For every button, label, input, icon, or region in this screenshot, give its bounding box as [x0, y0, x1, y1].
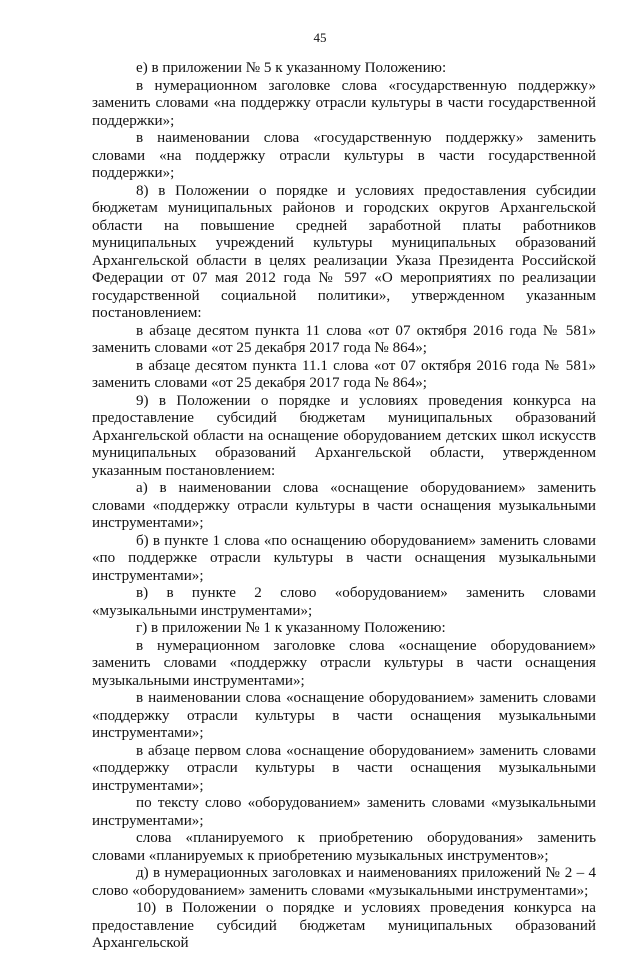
- paragraph-subitem-d: д) в нумерационных заголовках и наименованиях приложений № 2 – 4 слово «оборудованием» заменить словами «музыкальными инструментами»;: [92, 865, 596, 899]
- paragraph-subitem-v: в) в пункте 2 слово «оборудованием» заменить словами «музыкальными инструментами»;: [92, 585, 596, 619]
- paragraph-g-title: в наименовании слова «оснащение оборудованием» заменить словами «поддержку отрасли культуры в части оснащения музыкальными инструментами»;: [92, 690, 596, 741]
- paragraph-title-change: в наименовании слова «государственную поддержку» заменить словами «на поддержку отрасли культуры в части государственной поддержки»;: [92, 130, 596, 181]
- paragraph-g-numbering-heading: в нумерационном заголовке слова «оснащение оборудованием» заменить словами «поддержку отрасли культуры в части оснащения музыкальными инструментами»;: [92, 637, 596, 689]
- document-body: [92, 60, 596, 953]
- paragraph-item-9: 9) в Положении о порядке и условиях проведения конкурса на предоставление субсидий бюджетам муниципальных образований Архангельской области на оснащение оборудованием детских школ искусств муниципальных образований Архангельской области, утвержденном указанным постановлением:: [92, 392, 596, 479]
- paragraph-subitem-g: г) в приложении № 1 к указанному Положению:: [136, 620, 446, 636]
- paragraph-point-11: в абзаце десятом пункта 11 слова «от 07 октября 2016 года № 581» заменить словами «от 25 декабря 2017 года № 864»;: [92, 322, 596, 356]
- paragraph-item-10: 10) в Положении о порядке и условиях проведения конкурса на предоставление субсидий бюджетам муниципальных образований Архангельской: [92, 900, 596, 951]
- paragraph-g-planned-purchase: слова «планируемого к приобретению оборудования» заменить словами «планируемых к приобретению музыкальных инструментов»;: [92, 830, 596, 864]
- page-number: 45: [313, 30, 327, 45]
- paragraph-subitem-b: б) в пункте 1 слова «по оснащению оборудованием» заменить словами «по поддержке отрасли культуры в части оснащения музыкальными инструментами»;: [92, 532, 596, 584]
- paragraph-subitem-a: а) в наименовании слова «оснащение оборудованием» заменить словами «поддержку отрасли культуры в части оснащения музыкальными инструментами»;: [92, 480, 596, 531]
- paragraph-g-throughout-text: по тексту слово «оборудованием» заменить словами «музыкальными инструментами»;: [92, 795, 596, 829]
- paragraph-item-8: 8) в Положении о порядке и условиях предоставления субсидии бюджетам муниципальных районов и городских округов Архангельской области на повышение средней заработной платы работников муниципальных учреждений культуры муниципальных образований Архангельской области в целях реализации Указа Президента Российской Федерации от 07 мая 2012 года № 597 «О мероприятиях по реализации государственной социальной политики», утвержденном указанным постановлением:: [92, 182, 596, 321]
- paragraph-appendix-5: е) в приложении № 5 к указанному Положению:: [136, 60, 447, 76]
- paragraph-numbering-heading: в нумерационном заголовке слова «государственную поддержку» заменить словами «на поддержку отрасли культуры в части государственной поддержки»;: [92, 77, 596, 129]
- paragraph-g-first-paragraph: в абзаце первом слова «оснащение оборудованием» заменить словами «поддержку отрасли культуры в части оснащения музыкальными инструментами»;: [92, 742, 596, 794]
- paragraph-point-11-1: в абзаце десятом пункта 11.1 слова «от 07 октября 2016 года № 581» заменить словами «от 25 декабря 2017 года № 864»;: [92, 357, 596, 391]
